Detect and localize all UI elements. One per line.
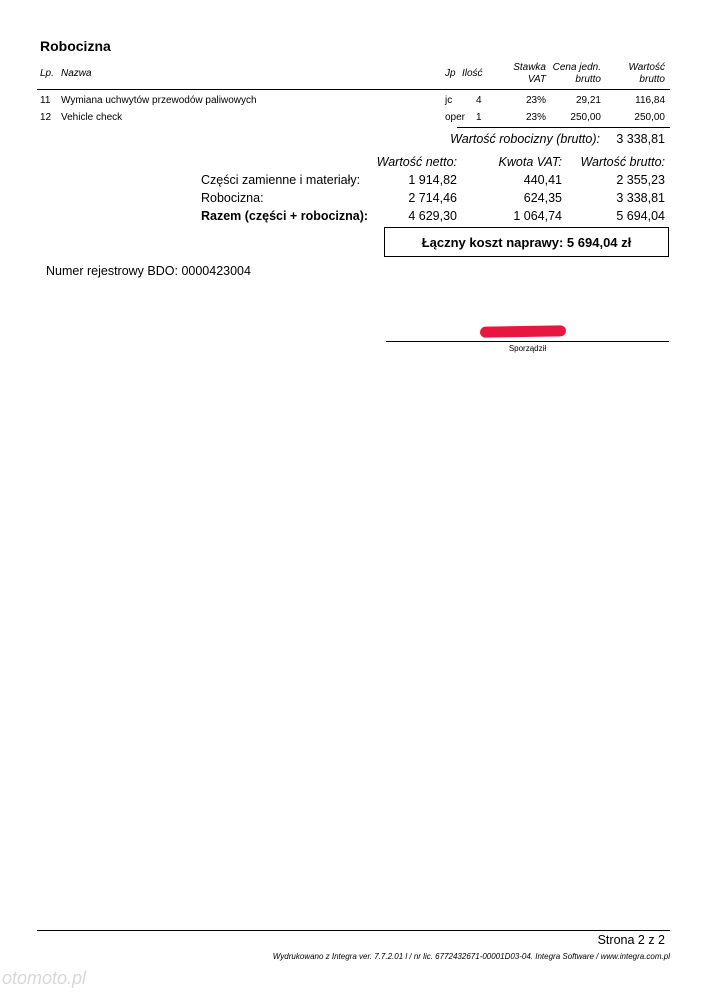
summary-vat: 624,35 xyxy=(523,191,562,205)
row-wartosc: 116,84 xyxy=(635,95,665,106)
printed-by: Wydrukowano z Integra ver. 7.7.2.01 l / nr lic. 6772432671-00001D03-04. Integra Software / www.integra.com.pl xyxy=(272,952,670,961)
header-jp: Jp xyxy=(445,68,456,79)
summary-netto: 2 714,46 xyxy=(408,191,457,205)
row-wartosc: 250,00 xyxy=(634,112,665,123)
summary-header-vat: Kwota VAT: xyxy=(498,155,562,169)
header-wartosc-2: brutto xyxy=(639,74,665,85)
summary-label: Robocizna: xyxy=(201,191,264,205)
row-ilosc: 1 xyxy=(476,112,482,123)
summary-netto: 4 629,30 xyxy=(408,209,457,223)
summary-header-brutto: Wartość brutto: xyxy=(580,155,665,169)
row-lp: 11 xyxy=(40,95,51,106)
header-nazwa: Nazwa xyxy=(61,68,92,79)
summary-brutto: 5 694,04 xyxy=(616,209,665,223)
row-vat: 23% xyxy=(525,95,546,106)
watermark: otomoto.pl xyxy=(2,968,87,988)
header-cena-1: Cena jedn. xyxy=(552,62,601,73)
summary-label: Części zamienne i materiały: xyxy=(201,173,361,187)
row-jp: oper xyxy=(445,112,466,123)
page-number: Strona 2 z 2 xyxy=(597,933,665,947)
summary-brutto: 3 338,81 xyxy=(616,191,665,205)
labor-total-label: Wartość robocizny (brutto): xyxy=(450,132,600,146)
footer-divider xyxy=(37,930,670,931)
summary-label: Razem (części + robocizna): xyxy=(201,209,369,223)
summary-netto: 1 914,82 xyxy=(408,173,457,187)
bdo-number: Numer rejestrowy BDO: 0000423004 xyxy=(46,264,251,278)
row-ilosc: 4 xyxy=(476,95,482,106)
signature-label: Sporządził xyxy=(508,344,547,353)
header-cena-2: brutto xyxy=(575,74,601,85)
header-stawka-2: VAT xyxy=(527,74,546,85)
row-cena: 29,21 xyxy=(575,95,601,106)
row-nazwa: Wymiana uchwytów przewodów paliwowych xyxy=(61,95,257,106)
labor-total-value: 3 338,81 xyxy=(616,132,665,146)
header-lp: Lp. xyxy=(40,68,54,79)
signature-line xyxy=(386,341,669,342)
section-title: Robocizna xyxy=(40,38,111,54)
summary-brutto: 2 355,23 xyxy=(616,173,665,187)
header-stawka-1: Stawka xyxy=(513,62,546,73)
summary-header-netto: Wartość netto: xyxy=(376,155,457,169)
header-wartosc-1: Wartość xyxy=(628,62,665,73)
summary-vat: 1 064,74 xyxy=(513,209,562,223)
summary-vat: 440,41 xyxy=(523,173,562,187)
signature-redaction xyxy=(480,325,566,337)
grand-total-text: Łączny koszt naprawy: 5 694,04 zł xyxy=(421,234,632,250)
grand-total-box xyxy=(384,227,669,257)
row-nazwa: Vehicle check xyxy=(61,112,123,123)
row-cena: 250,00 xyxy=(570,112,601,123)
row-jp: jc xyxy=(445,95,453,106)
row-vat: 23% xyxy=(525,112,546,123)
labor-total-divider xyxy=(457,127,670,128)
row-lp: 12 xyxy=(40,112,52,123)
header-divider xyxy=(37,89,670,90)
header-ilosc: Ilość xyxy=(462,68,483,79)
